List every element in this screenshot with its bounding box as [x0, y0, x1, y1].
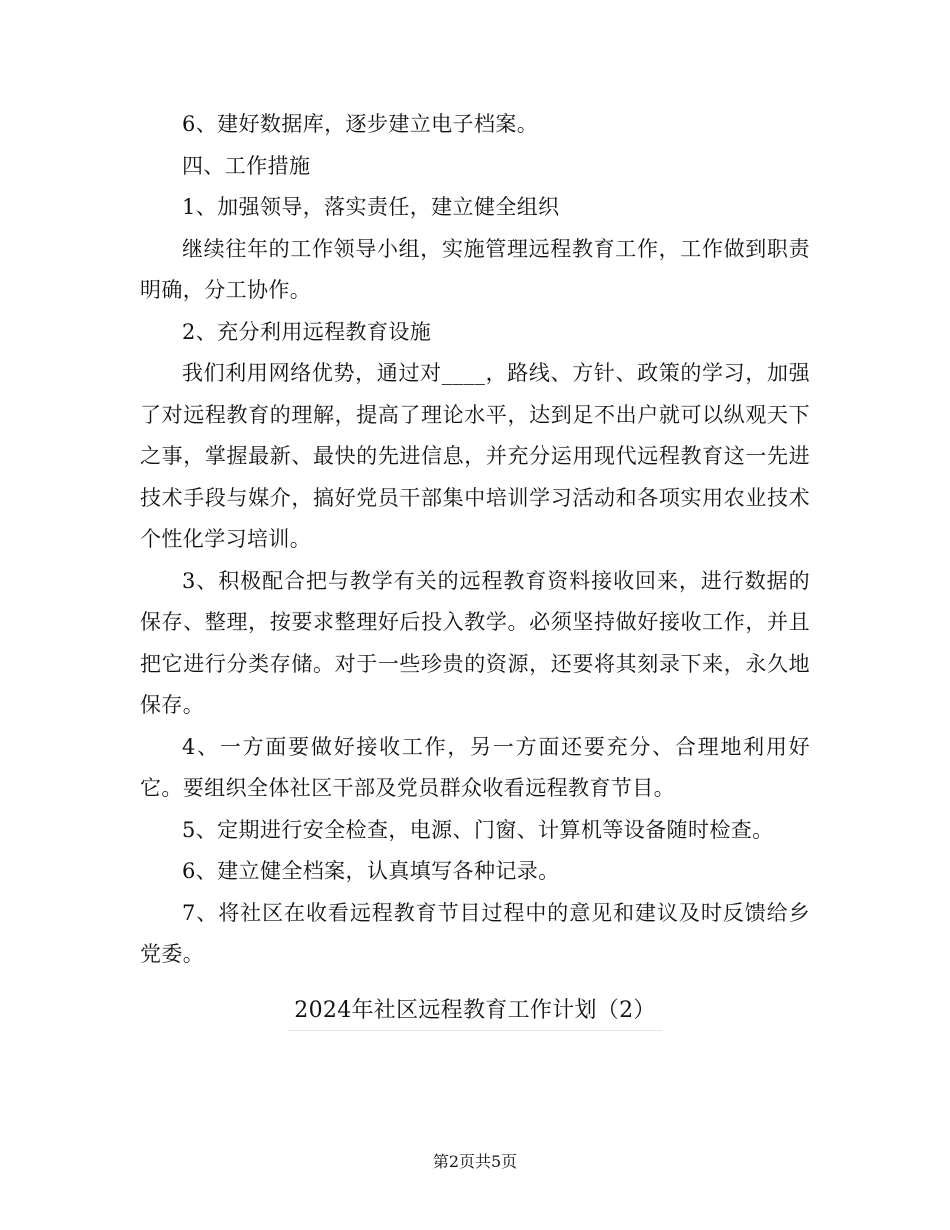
paragraph-measure-2-body: 我们利用网络优势，通过对____，路线、方针、政策的学习，加强了对远程教育的理解，提高了理论水平，达到足不出户就可以纵观天下之事，掌握最新、最快的先进信息，并充分运用现代远程教育这一先进技术手段与媒介，搞好党员干部集中培训学习活动和各项实用农业技术个性化学习培训。	[140, 361, 810, 551]
page-footer: 第2页共5页	[432, 1152, 518, 1171]
paragraph-measure-1-body: 继续往年的工作领导小组，实施管理远程教育工作，工作做到职责明确，分工协作。	[140, 236, 810, 302]
paragraph-item-6-database: 6、建好数据库，逐步建立电子档案。	[182, 112, 539, 136]
paragraph-measure-6: 6、建立健全档案，认真填写各种记录。	[182, 859, 560, 883]
section-heading-work-measures: 四、工作措施	[182, 153, 311, 178]
paragraph-measure-4: 4、一方面要做好接收工作，另一方面还要充分、合理地利用好它。要组织全体社区干部及党员群众收看远程教育节目。	[140, 734, 810, 800]
paragraph-measure-1-heading: 1、加强领导，落实责任，建立健全组织	[182, 195, 560, 219]
paragraph-measure-7: 7、将社区在收看远程教育节目过程中的意见和建议及时反馈给乡党委。	[140, 900, 810, 966]
next-section-title-wrap	[0, 992, 950, 1031]
paragraph-measure-2-heading: 2、充分利用远程教育设施	[182, 319, 432, 344]
paragraph-measure-3: 3、积极配合把与教学有关的远程教育资料接收回来，进行数据的保存、整理，按要求整理好后投入教学。必须坚持做好接收工作，并且把它进行分类存储。对于一些珍贵的资源，还要将其刻录下来，永久地保存。	[140, 568, 810, 717]
next-section-title: 2024年社区远程教育工作计划（2）	[288, 992, 661, 1031]
document-body	[140, 104, 810, 976]
paragraph-measure-5: 5、定期进行安全检查，电源、门窗、计算机等设备随时检查。	[182, 817, 774, 842]
